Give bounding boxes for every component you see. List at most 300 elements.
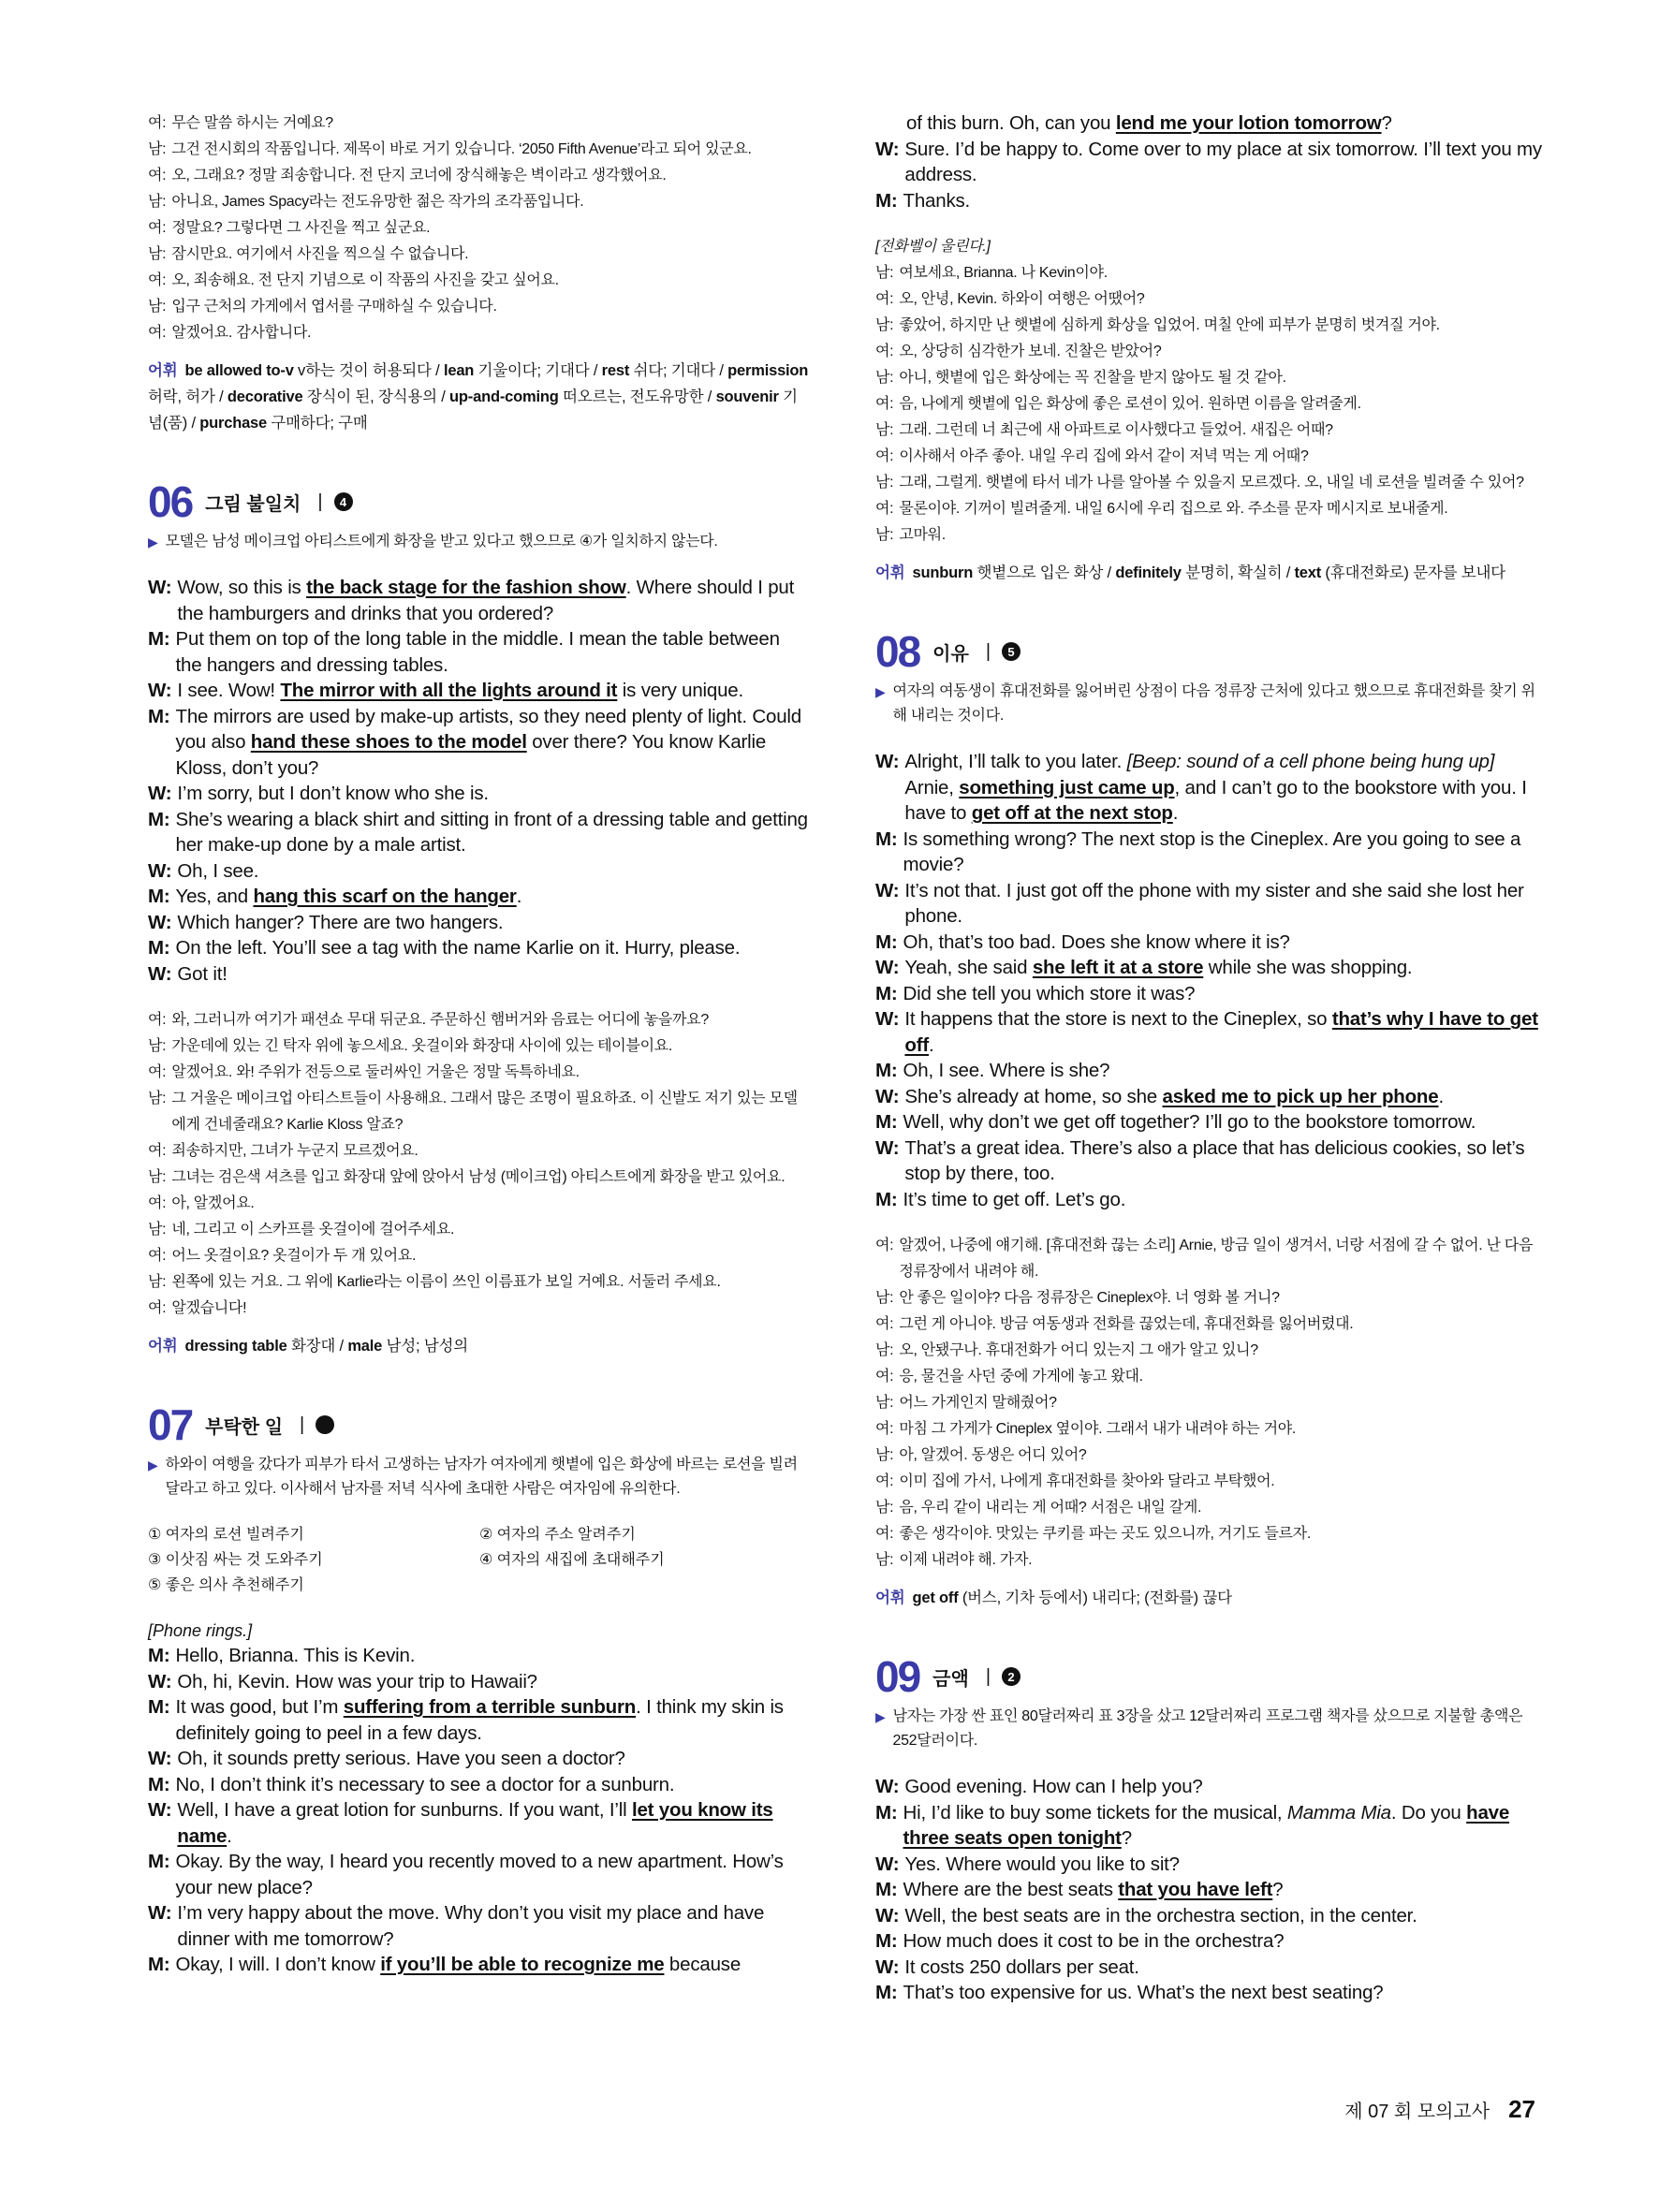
line-text: 왼쪽에 있는 거요. 그 위에 Karlie라는 이름이 쓰인 이름표가 보일 거예요. 서둘러 주세요.	[171, 1274, 721, 1290]
line-text	[903, 1928, 1542, 1955]
translation-line	[875, 444, 1542, 470]
line-text	[176, 704, 811, 782]
speaker-label: M:	[875, 1060, 898, 1081]
line-text	[177, 910, 811, 936]
text-run: Well, I have a great lotion for sunburns. If you want, I’ll	[177, 1799, 632, 1821]
answer-circle-icon: 5	[1002, 642, 1021, 661]
line-text: 그래. 그런데 너 최근에 새 아파트로 이사했다고 들었어. 새집은 어때?	[899, 422, 1333, 438]
translation-line	[875, 1547, 1542, 1574]
speaker-label: W:	[148, 911, 172, 933]
answer-option: ② 여자의 주소 알려주기	[479, 1527, 636, 1543]
text-run: , and I can’t go to the bookstore with you. I have to	[904, 776, 1527, 824]
dialogue-line	[148, 1694, 811, 1746]
line-text	[177, 1900, 811, 1952]
line-text: 알겠어, 나중에 얘기해. [휴대전화 끊는 소리] Arnie, 방금 일이 생겨서, 너랑 서점에 갈 수 없어. 난 다음 정류장에서 내려야 해.	[899, 1238, 1534, 1280]
dialogue-line	[148, 910, 811, 936]
vocab-word: be allowed to-v	[184, 362, 294, 379]
dialogue-line	[148, 961, 811, 988]
vocab-box-06	[148, 1333, 811, 1359]
line-text	[904, 1903, 1542, 1929]
stage-direction-korean: [전화벨이 울린다.]	[875, 239, 991, 255]
line-text: 와, 그러니까 여기가 패션쇼 무대 뒤군요. 주문하신 햄버거와 음료는 어디에 놓을까요?	[171, 1012, 709, 1028]
vocab-meaning: v하는 것이 허용되다	[293, 362, 432, 379]
speaker-label: W:	[875, 751, 900, 772]
speaker-label: W:	[148, 577, 172, 598]
translation-line	[875, 391, 1542, 417]
section-09-header	[875, 1648, 1542, 1705]
line-text	[176, 935, 811, 961]
line-text	[906, 110, 1542, 137]
vocab-meaning: 구매하다; 구매	[267, 415, 368, 432]
line-text	[176, 1643, 811, 1669]
text-run: Hi, I’d like to buy some tickets for the musical,	[903, 1801, 1287, 1824]
speaker-label: M:	[875, 1801, 898, 1824]
speaker-label: 남:	[148, 1169, 167, 1185]
text-run: That’s a great idea. There’s also a place that has delicious cookies, so let’s stop by there, too.	[904, 1136, 1525, 1184]
speaker-label: 남:	[875, 317, 894, 333]
divider-bar: |	[317, 491, 323, 512]
text-run: . Where should I put the hamburgers and drinks that you ordered?	[177, 577, 795, 624]
text-run: .	[516, 886, 522, 907]
vocab-meaning: (버스, 기차 등에서) 내리다; (전화를) 끊다	[958, 1589, 1232, 1606]
vocab-word: get off	[912, 1589, 959, 1606]
dialogue-line	[875, 1187, 1542, 1213]
speaker-label: M:	[875, 930, 898, 953]
dialogue-line	[148, 1952, 811, 1978]
text-run: while she was shopping.	[1203, 957, 1413, 978]
text-run: No, I don’t think it’s necessary to see a doctor for a sunburn.	[175, 1773, 675, 1795]
speaker-label: W:	[148, 680, 172, 701]
answer-option: ① 여자의 로션 빌려주기	[148, 1527, 304, 1543]
line-text: 그런 게 아니야. 방금 여동생과 전화를 끊었는데, 휴대전화를 잃어버렸대.	[899, 1316, 1354, 1332]
speaker-label: W:	[875, 1904, 900, 1926]
key-phrase: get off at the next stop	[971, 802, 1173, 824]
speaker-label: 남:	[875, 1447, 894, 1463]
speaker-label: 남:	[148, 194, 167, 210]
line-text: 입구 근처의 가게에서 엽서를 구매하실 수 있습니다.	[171, 299, 497, 315]
line-text	[904, 955, 1542, 981]
dialogue-line	[875, 1877, 1542, 1903]
key-phrase: that’s why I have to get off	[904, 1008, 1538, 1056]
dialogue-line	[875, 110, 1542, 137]
exam-label: 제 07 회 모의고사	[1344, 2102, 1490, 2122]
vocab-word: purchase	[199, 415, 267, 432]
speaker-label: 남:	[875, 475, 894, 491]
translation-line	[875, 1338, 1542, 1364]
section-06-header	[148, 474, 811, 530]
explanation-text: 모델은 남성 메이크업 아티스트에게 화장을 받고 있다고 했으므로 ④가 일치하지 않는다.	[165, 534, 718, 549]
vocab-meaning: 화장대	[286, 1338, 336, 1355]
dialogue-line	[148, 1669, 811, 1695]
explanation-text: 하와이 여행을 갔다가 피부가 타서 고생하는 남자가 여자에게 햇볕에 입은 화상에 바르는 로션을 빌려달라고 하고 있다. 이사해서 남자를 저녁 식사에 초대한 사람은 여자임에 유의한다.	[165, 1457, 798, 1497]
dialogue-line	[875, 749, 1542, 827]
dialogue-line	[875, 1135, 1542, 1187]
text-run: Where are the best seats	[903, 1879, 1119, 1900]
answer-option: ⑤ 좋은 의사 추천해주기	[148, 1577, 304, 1593]
line-text: 아, 알겠어. 동생은 어디 있어?	[899, 1447, 1087, 1463]
line-text: 오, 죄송해요. 전 단지 기념으로 이 작품의 사진을 갖고 싶어요.	[171, 272, 559, 288]
translation-line	[148, 1191, 811, 1217]
translation-line	[148, 320, 811, 346]
dialogue-line	[148, 807, 811, 858]
dialogue-line	[875, 1109, 1542, 1135]
line-text: 잠시만요. 여기에서 사진을 찍으실 수 없습니다.	[171, 246, 469, 262]
text-run: Oh, that’s too bad. Does she know where it is?	[903, 930, 1290, 953]
text-run: It was good, but I’m	[175, 1696, 344, 1718]
text-run: ?	[1272, 1879, 1284, 1900]
answer-options	[148, 1522, 811, 1598]
speaker-label: W:	[875, 1853, 900, 1875]
section-title: 부탁한 일	[205, 1416, 284, 1438]
line-text: 그건 전시회의 작품입니다. 제목이 바로 거기 있습니다. ‘2050 Fifth Avenue’라고 되어 있군요.	[171, 141, 752, 157]
divider-bar: |	[300, 1414, 305, 1435]
translation-line	[875, 1416, 1542, 1443]
vocab-separator: /	[703, 388, 716, 405]
vocab-word: text	[1294, 564, 1322, 581]
line-text: 안 좋은 일이야? 다음 정류장은 Cineplex야. 너 영화 볼 거니?	[899, 1290, 1280, 1306]
translation-line	[148, 110, 811, 137]
dialogue-line	[875, 955, 1542, 981]
speaker-label: 남:	[148, 141, 167, 157]
translation-line	[875, 1364, 1542, 1390]
vocab-meaning: 장식이 된, 장식용의	[302, 388, 437, 405]
speaker-label: 여:	[875, 1421, 894, 1437]
text-run: Got it!	[177, 962, 228, 985]
line-text	[176, 1772, 811, 1798]
speaker-label: 남:	[875, 1552, 894, 1568]
speaker-label	[875, 110, 901, 137]
vocab-box-07	[875, 560, 1542, 586]
line-text: 아니요, James Spacy라는 전도유망한 젊은 작가의 조각품입니다.	[171, 194, 584, 210]
vocab-meaning: 햇볕으로 입은 화상	[973, 564, 1104, 581]
speaker-label: 남:	[148, 1222, 167, 1238]
stage-direction: [Phone rings.]	[148, 1621, 253, 1640]
vocab-meaning: 기울이다; 기대다	[474, 362, 590, 379]
vocab-word: sunburn	[912, 564, 974, 581]
line-text	[903, 1109, 1542, 1135]
line-text: 가운데에 있는 긴 탁자 위에 놓으세요. 옷걸이와 화장대 사이에 있는 테이블이요.	[171, 1038, 673, 1054]
text-run: The mirrors are used by make-up artists, so they need plenty of light. Could you also	[175, 705, 801, 753]
translation-line	[875, 522, 1542, 549]
translation-line	[148, 1086, 811, 1138]
line-text: 정말요? 그렇다면 그 사진을 찍고 싶군요.	[171, 220, 431, 236]
line-text: 이사해서 아주 좋아. 내일 우리 집에 와서 같이 저녁 먹는 게 어때?	[899, 448, 1309, 464]
dialogue-line	[148, 1797, 811, 1849]
text-run: Well, the best seats are in the orchestra section, in the center.	[904, 1904, 1417, 1926]
speaker-label: W:	[875, 1776, 900, 1797]
text-run: Yeah, she said	[904, 957, 1033, 978]
line-text: 물론이야. 기꺼이 빌려줄게. 내일 6시에 우리 집으로 와. 주소를 문자 메시지로 보내줄게.	[899, 501, 1448, 517]
triangle-bullet-icon: ▶	[148, 1458, 158, 1472]
dialogue-line	[148, 935, 811, 961]
vocab-box-08	[875, 1585, 1542, 1611]
speaker-label: W:	[148, 859, 172, 882]
line-text: 오, 안됐구나. 휴대전화가 어디 있는지 그 애가 알고 있니?	[899, 1342, 1258, 1358]
speaker-label: M:	[875, 1111, 898, 1133]
speaker-label: W:	[148, 1902, 172, 1924]
section-08-dialogue	[875, 749, 1542, 1212]
speaker-label: M:	[875, 982, 898, 1004]
section-title: 금액	[932, 1668, 969, 1690]
speaker-label: M:	[875, 1188, 898, 1210]
line-text	[903, 1058, 1542, 1084]
line-text: 오, 그래요? 정말 죄송합니다. 전 단지 코너에 장식해놓은 벽이라고 생각했어요.	[171, 168, 667, 183]
speaker-label: M:	[875, 1982, 898, 2003]
line-text	[176, 1952, 811, 1978]
section-07-explanation	[148, 1453, 811, 1502]
dialogue-line	[875, 137, 1542, 188]
text-run: I’m sorry, but I don’t know who she is.	[177, 783, 489, 804]
key-phrase: let you know its name	[177, 1799, 773, 1847]
section-number: 09	[875, 1652, 920, 1701]
speaker-label: M:	[148, 808, 170, 830]
speaker-label: M:	[148, 628, 170, 650]
text-run: She’s wearing a black shirt and sitting in front of a dressing table and getting her make-up done by a male artist.	[175, 808, 808, 856]
translation-line	[875, 470, 1542, 496]
line-text: 음, 우리 같이 내리는 게 어때? 서점은 내일 갈게.	[899, 1500, 1202, 1516]
page-number: 27	[1508, 2095, 1535, 2123]
section-08-explanation	[875, 680, 1542, 728]
text-run: Which hanger? There are two hangers.	[177, 911, 504, 933]
key-phrase: she left it at a store	[1032, 957, 1204, 978]
section-07-header	[148, 1397, 811, 1453]
line-text: 응, 물건을 사던 중에 가게에 놓고 왔대.	[899, 1369, 1143, 1384]
speaker-label: W:	[875, 957, 900, 978]
translation-line	[875, 1390, 1542, 1416]
translation-line	[148, 215, 811, 242]
dialogue-line	[148, 884, 811, 910]
line-text	[177, 961, 811, 988]
translation-line	[875, 1233, 1542, 1285]
speaker-label: 여:	[875, 1526, 894, 1542]
speaker-label: 남:	[875, 422, 894, 438]
section-07-dialogue	[148, 1643, 811, 1978]
text-run: Put them on top of the long table in the middle. I mean the table between the hangers and dressing tables.	[175, 628, 780, 676]
text-run: .	[928, 1033, 934, 1056]
speaker-label: W:	[875, 1008, 900, 1030]
line-text: 알겠어요. 와! 주위가 전등으로 둘러싸인 거울은 정말 독특하네요.	[171, 1064, 580, 1080]
speaker-label: W:	[875, 1136, 900, 1159]
section-number: 06	[148, 477, 193, 526]
speaker-label: 남:	[148, 1091, 167, 1106]
line-text: 아, 알겠어요.	[171, 1195, 255, 1211]
translation-line	[148, 1007, 811, 1033]
text-run: Sure. I’d be happy to. Come over to my place at six tomorrow. I’ll text you my address.	[904, 138, 1542, 185]
text-run: Alright, I’ll talk to you later.	[904, 751, 1127, 772]
speaker-label: 여:	[148, 1012, 167, 1028]
vocab-meaning: 분명히, 확실히	[1181, 564, 1283, 581]
text-run: I’m very happy about the move. Why don’t you visit my place and have dinner with me tomorrow?	[177, 1902, 765, 1950]
key-phrase: something just came up	[959, 776, 1175, 798]
text-run: is very unique.	[617, 680, 743, 701]
key-phrase: if you’ll be able to recognize me	[380, 1954, 665, 1975]
translation-line	[875, 1443, 1542, 1469]
speaker-label: W:	[875, 138, 900, 160]
key-phrase: hand these shoes to the model	[250, 731, 527, 753]
speaker-label: 남:	[875, 1290, 894, 1306]
section-06-dialogue	[148, 575, 811, 987]
line-text	[176, 1849, 811, 1900]
line-text	[904, 749, 1542, 827]
translation-line	[875, 260, 1542, 286]
line-text	[177, 1669, 811, 1695]
answer-option: ④ 여자의 새집에 초대해주기	[479, 1552, 665, 1568]
speaker-label: 여:	[148, 1064, 167, 1080]
dialogue-line	[148, 575, 811, 626]
speaker-label: W:	[875, 879, 900, 901]
translation-line	[148, 1243, 811, 1269]
line-text: 무슨 말씀 하시는 거예요?	[171, 115, 333, 131]
line-text: 오, 상당히 심각한가 보네. 진찰은 받았어?	[899, 344, 1162, 359]
translation-line	[875, 365, 1542, 391]
text-run: .	[227, 1824, 232, 1847]
speaker-label: 남:	[875, 1500, 894, 1516]
line-text	[903, 930, 1542, 956]
section-08-translation	[875, 1233, 1542, 1574]
speaker-label: 여:	[148, 1248, 167, 1264]
line-text	[904, 1774, 1542, 1800]
line-text	[176, 807, 811, 858]
speaker-label: 남:	[148, 1038, 167, 1054]
vocab-separator: /	[589, 362, 602, 379]
line-text	[903, 1800, 1542, 1852]
translation-line	[148, 189, 811, 215]
speaker-label: 여:	[148, 1143, 167, 1159]
dialogue-line	[875, 1084, 1542, 1110]
speaker-label: W:	[875, 1085, 900, 1107]
text-run: [Beep: sound of a cell phone being hung up]	[1126, 751, 1495, 772]
dialogue-line	[875, 1928, 1542, 1955]
line-text	[903, 1980, 1542, 2006]
text-run: Oh, I see.	[177, 859, 259, 882]
speaker-label: M:	[875, 189, 898, 212]
vocab-word: up-and-coming	[449, 388, 559, 405]
text-run: of this burn. Oh, can you	[906, 112, 1116, 134]
translation-line	[148, 1138, 811, 1165]
line-text: 그녀는 검은색 셔츠를 입고 화장대 앞에 앉아서 남성 (메이크업) 아티스트에게 화장을 받고 있어요.	[171, 1169, 786, 1185]
dialogue-line	[148, 858, 811, 885]
translation-line	[875, 417, 1542, 444]
line-text	[177, 575, 811, 626]
dialogue-line	[148, 781, 811, 807]
section05-translation	[148, 110, 811, 346]
line-text: 그 거울은 메이크업 아티스트들이 사용해요. 그래서 많은 조명이 필요하죠. 이 신발도 저기 있는 모델에게 건네줄래요? Karlie Kloss 알죠?	[171, 1091, 798, 1133]
line-text: 고마워.	[899, 527, 946, 543]
dialogue-line	[148, 1849, 811, 1900]
vocab-meaning: 허락, 허가	[148, 388, 215, 405]
key-phrase: asked me to pick up her phone	[1162, 1085, 1439, 1107]
translation-line	[875, 1521, 1542, 1547]
vocab-word: definitely	[1115, 564, 1182, 581]
line-text: 오, 안녕, Kevin. 하와이 여행은 어땠어?	[899, 291, 1145, 307]
line-text: 마침 그 가게가 Cineplex 옆이야. 그래서 내가 내려야 하는 거야.	[899, 1421, 1297, 1437]
speaker-label: 여:	[875, 291, 894, 307]
dialogue-line	[875, 188, 1542, 214]
text-run: Thanks.	[903, 189, 971, 212]
text-run: It happens that the store is next to the Cineplex, so	[904, 1008, 1332, 1030]
vocab-separator: /	[436, 388, 450, 405]
vocab-tag: 어휘	[875, 1589, 905, 1606]
answer-circle-icon: 2	[1002, 1667, 1021, 1686]
text-run: ?	[1121, 1827, 1132, 1849]
text-run: Arnie,	[904, 776, 960, 798]
dialogue-line	[875, 1955, 1542, 1981]
text-run: Oh, I see. Where is she?	[903, 1060, 1110, 1081]
triangle-bullet-icon: ▶	[875, 1709, 886, 1724]
section-number: 07	[148, 1400, 193, 1449]
line-text: 여보세요, Brianna. 나 Kevin이야.	[899, 265, 1108, 281]
line-text	[176, 1694, 811, 1746]
vocab-separator: /	[715, 362, 728, 379]
vocab-word: lean	[443, 362, 475, 379]
line-text: 좋은 생각이야. 맛있는 쿠키를 파는 곳도 있으니까, 거기도 들르자.	[899, 1526, 1311, 1542]
text-run: It’s time to get off. Let’s go.	[903, 1188, 1126, 1210]
section-06-translation	[148, 1007, 811, 1322]
section-09-dialogue	[875, 1774, 1542, 2006]
line-text	[903, 188, 1542, 214]
translation-line	[148, 268, 811, 294]
vocab-box-05	[148, 358, 811, 436]
vocab-word: male	[347, 1338, 383, 1355]
speaker-label: W:	[148, 1748, 172, 1769]
section-title: 그림 불일치	[205, 493, 301, 515]
speaker-label: M:	[148, 1696, 170, 1718]
speaker-label: 여:	[875, 1473, 894, 1489]
line-text	[177, 1797, 811, 1849]
speaker-label: M:	[875, 828, 898, 850]
text-run: How much does it cost to be in the orchestra?	[903, 1930, 1285, 1952]
translation-line	[875, 1495, 1542, 1521]
line-text	[904, 878, 1542, 930]
key-phrase: that you have left	[1118, 1879, 1273, 1900]
vocab-separator: /	[1282, 564, 1295, 581]
speaker-label: 여:	[875, 1369, 894, 1384]
text-run: On the left. You’ll see a tag with the name Karlie on it. Hurry, please.	[175, 937, 741, 959]
text-run: Good evening. How can I help you?	[904, 1776, 1203, 1797]
speaker-label: 여:	[148, 1300, 167, 1316]
text-run: . Do you	[1390, 1801, 1467, 1824]
translation-line	[148, 137, 811, 163]
dialogue-line	[875, 1980, 1542, 2006]
section-06-explanation	[148, 530, 811, 554]
vocab-tag: 어휘	[148, 1338, 178, 1355]
translation-line	[875, 1311, 1542, 1338]
speaker-label: M:	[148, 1645, 170, 1666]
translation-line	[875, 496, 1542, 522]
line-text	[903, 981, 1542, 1007]
line-text	[177, 781, 811, 807]
line-text	[903, 1187, 1542, 1213]
speaker-label: W:	[148, 962, 172, 985]
translation-line	[148, 1269, 811, 1296]
text-run: Wow, so this is	[177, 577, 307, 598]
text-run: ?	[1381, 112, 1392, 134]
speaker-label: W:	[148, 1799, 172, 1821]
vocab-word: rest	[601, 362, 630, 379]
section-08-header	[875, 623, 1542, 680]
dialogue-line	[148, 1900, 811, 1952]
dialogue-line	[875, 1006, 1542, 1058]
speaker-label: W:	[148, 783, 172, 804]
dialogue-line	[875, 1800, 1542, 1852]
vocab-word: souvenir	[715, 388, 779, 405]
right-column	[875, 110, 1542, 2006]
key-phrase: hang this scarf on the hanger	[253, 886, 517, 907]
line-text	[904, 1955, 1542, 1981]
line-text: 좋았어, 하지만 난 햇볕에 심하게 화상을 입었어. 며칠 안에 피부가 분명히 벗겨질 거야.	[899, 317, 1440, 333]
speaker-label: 여:	[148, 220, 167, 236]
vocab-separator: /	[214, 388, 228, 405]
